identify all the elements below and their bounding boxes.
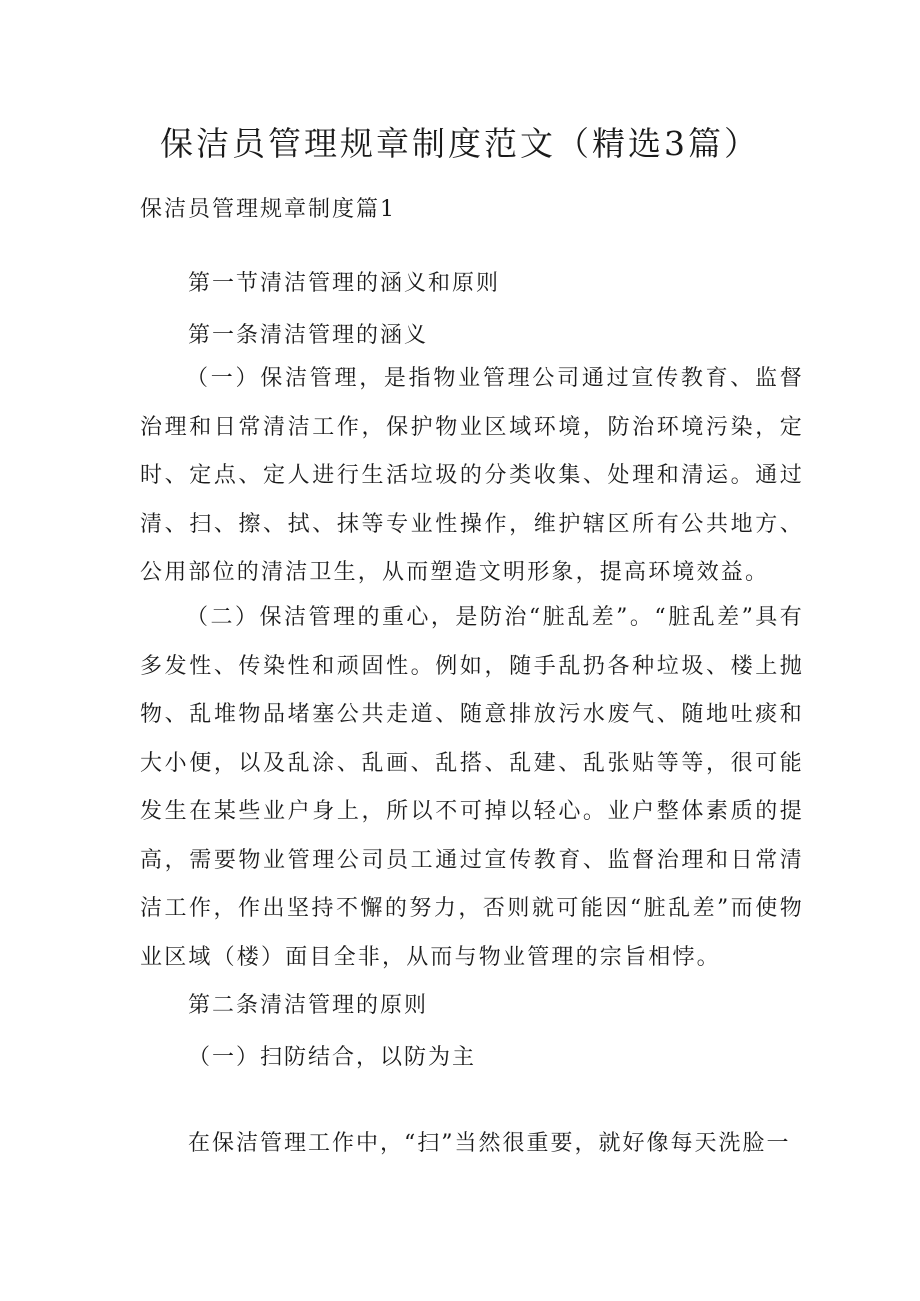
chapter-heading: 第一节清洁管理的涵义和原则 <box>188 271 501 296</box>
paragraph-2: （二）保洁管理的重心，是防治“脏乱差”。“脏乱差”具有多发性、传染性和顽固性。例如，随手乱扔各种垃圾、楼上抛物、乱堆物品堵塞公共走道、随意排放污水废气、随地吐痰和大小便，以及乱涂、乱画、乱搭、乱建、乱张贴等等，很可能发生在某些业户身上，所以不可掉以轻心。业户整体素质的提高，需要物业管理公司员工通过宣传教育、监督治理和日常清洁工作，作出坚持不懈的努力，否则就可能因“脏乱差”而使物业区域（楼）面目全非，从而与物业管理的宗旨相悖。 <box>140 605 804 970</box>
section-heading: 保洁员管理规章制度篇1 <box>140 197 396 222</box>
paragraph-3: 在保洁管理工作中，“扫”当然很重要，就好像每天洗脸一 <box>188 1131 791 1156</box>
document-title: 保洁员管理规章制度范文（精选3篇） <box>160 124 760 163</box>
principle-1-heading: （一）扫防结合，以防为主 <box>188 1045 477 1070</box>
paragraph-1: （一）保洁管理，是指物业管理公司通过宣传教育、监督治理和日常清洁工作，保护物业区域环境，防治环境污染，定时、定点、定人进行生活垃圾的分类收集、处理和清运。通过清、扫、擦、拭、抹等专业性操作，维护辖区所有公共地方、公用部位的清洁卫生，从而塑造文明形象，提高环境效益。 <box>140 366 804 585</box>
article1-heading: 第一条清洁管理的涵义 <box>188 323 429 348</box>
article2-heading: 第二条清洁管理的原则 <box>188 993 429 1018</box>
